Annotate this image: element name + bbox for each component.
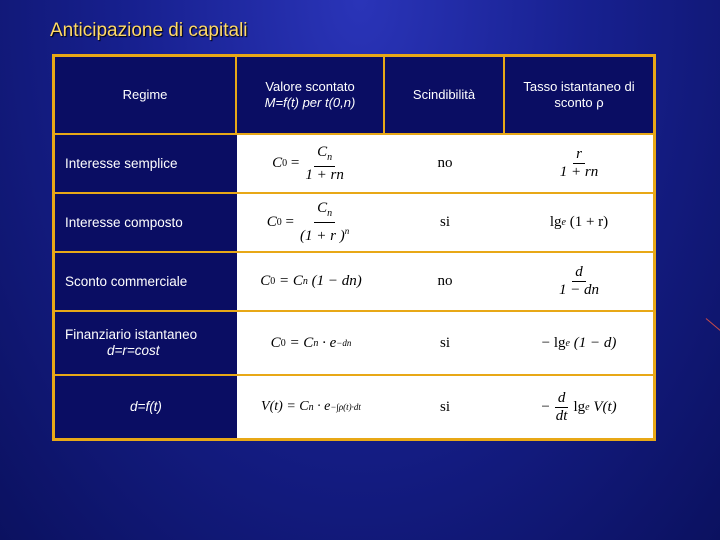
header-valore-line1: Valore scontato xyxy=(265,79,355,94)
header-valore xyxy=(237,57,385,133)
header-scindibilita: Scindibilità xyxy=(385,57,505,133)
formula-tasso: lg e (1 + r) xyxy=(505,194,653,251)
formula-valore: C 0 = C n · e −dn xyxy=(237,312,385,374)
formula-tasso xyxy=(505,253,653,310)
header-tasso xyxy=(505,57,653,133)
row-label: Interesse composto xyxy=(55,194,237,251)
scindibilita-value: si xyxy=(385,312,505,374)
formula-valore: C 0 = $\frac{C_n}{1 + rn}$ xyxy=(237,135,385,192)
decorative-line xyxy=(706,318,720,335)
scindibilita-value: si xyxy=(385,376,505,438)
row-label: Sconto commerciale xyxy=(55,253,237,310)
table-row xyxy=(55,194,653,251)
table-row xyxy=(55,253,653,310)
fraction: $\frac{r}{1 + rn}$ xyxy=(559,146,599,180)
scindibilita-value: si xyxy=(385,194,505,251)
scindibilita-value: no xyxy=(385,253,505,310)
table-row xyxy=(55,312,653,374)
fraction: $\frac{C_n}{(1 + r )^n}$ xyxy=(300,200,350,244)
formula-valore: V(t) = C n · e −∫ρ(t)·dt xyxy=(237,376,385,438)
formula-valore: C 0 = $\frac{C_n}{(1 + r )^n}$ xyxy=(237,194,385,251)
formula-tasso: − $\frac{d}{dt}$ lg e V(t) xyxy=(505,376,653,438)
fraction: $\frac{C_n}{1 + rn}$ xyxy=(305,143,344,183)
header-tasso-line2: sconto ρ xyxy=(554,95,604,110)
header-regime: Regime xyxy=(55,57,237,133)
header-row xyxy=(55,57,653,133)
formula-valore: C 0 = C n (1 − dn) xyxy=(237,253,385,310)
table-row xyxy=(55,376,653,438)
row-label: Finanziario istantaneo d=r=cost xyxy=(55,312,237,374)
row-label: Interesse semplice xyxy=(55,135,237,192)
fraction: $\frac{d}{dt}$ xyxy=(555,389,568,424)
capital-table xyxy=(52,54,656,441)
page-title: Anticipazione di capitali xyxy=(50,20,248,41)
formula-tasso xyxy=(505,135,653,192)
row-label: d=f(t) xyxy=(55,376,237,438)
header-valore-line2: M=f(t) per t(0,n) xyxy=(264,95,356,110)
table-row xyxy=(55,135,653,192)
formula-tasso: − lg e (1 − d) xyxy=(505,312,653,374)
header-tasso-line1: Tasso istantaneo di xyxy=(523,79,635,94)
fraction: $\frac{d}{1 - dn}$ xyxy=(558,264,600,298)
scindibilita-value: no xyxy=(385,135,505,192)
